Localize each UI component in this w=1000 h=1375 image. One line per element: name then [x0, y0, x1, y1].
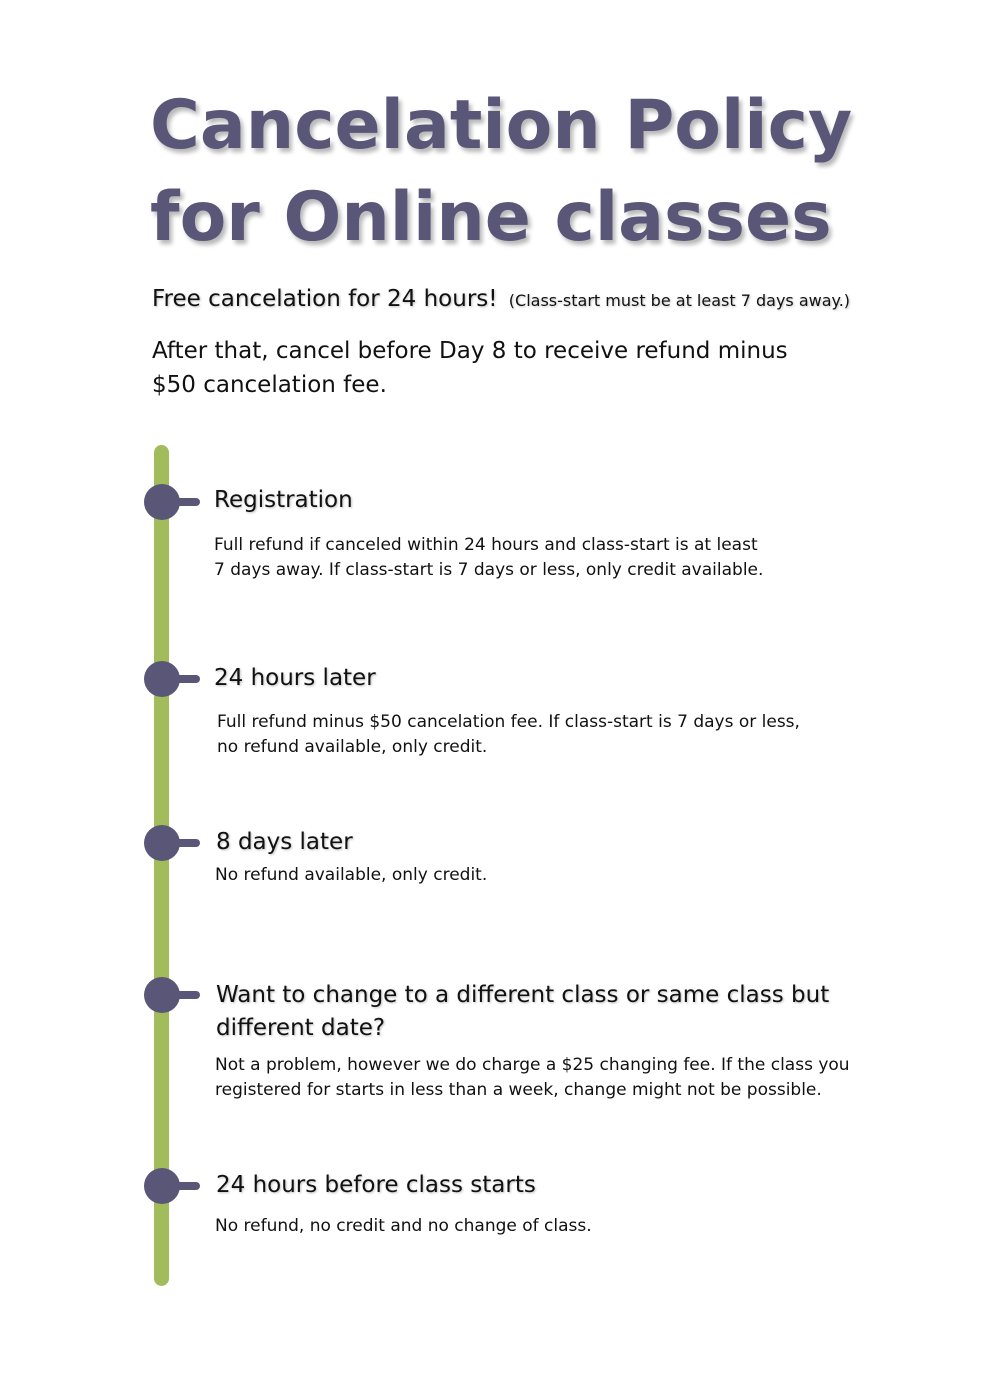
- step-heading-change-class-line-1: Want to change to a different class or same class but: [216, 982, 830, 1008]
- step-desc-8-days-later: [215, 863, 915, 888]
- step-desc-change-class-line-1: Not a problem, however we do charge a $25 changing fee. If the class you: [215, 1055, 850, 1075]
- step-desc-registration-line-1: Full refund if canceled within 24 hours and class-start is at least: [214, 535, 758, 555]
- page-title-line-1: Cancelation Policy: [150, 86, 853, 165]
- timeline-node-24-hours-before: [144, 1168, 180, 1204]
- step-desc-24-hours-before-line-1: No refund, no credit and no change of class.: [215, 1216, 592, 1236]
- step-desc-8-days-later-line-1: No refund available, only credit.: [215, 865, 488, 885]
- step-heading-change-class-line-2: different date?: [216, 1015, 386, 1041]
- timeline-node-8-days-later: [144, 825, 180, 861]
- free-cancelation-statement: [152, 284, 972, 316]
- step-desc-registration: [214, 533, 914, 583]
- free-cancelation-note: (Class-start must be at least 7 days away.): [508, 291, 851, 310]
- step-heading-24-hours-before: 24 hours before class starts: [216, 1172, 536, 1198]
- step-heading-8-days-later: 8 days later: [216, 829, 353, 855]
- step-desc-registration-line-2: 7 days away. If class-start is 7 days or less, only credit available.: [214, 560, 764, 580]
- step-desc-change-class: [215, 1053, 935, 1103]
- after-period-statement: [152, 334, 812, 402]
- step-desc-24-hours-before: [215, 1214, 915, 1239]
- after-period-line-1: After that, cancel before Day 8 to receive refund minus: [152, 338, 788, 364]
- page-title-line-2: for Online classes: [150, 178, 832, 257]
- step-desc-24-hours-later: [217, 710, 917, 760]
- free-cancelation-text: Free cancelation for 24 hours!: [152, 286, 498, 312]
- step-desc-24-hours-later-line-2: no refund available, only credit.: [217, 737, 488, 757]
- timeline-node-change-class: [144, 977, 180, 1013]
- step-desc-24-hours-later-line-1: Full refund minus $50 cancelation fee. If class-start is 7 days or less,: [217, 712, 800, 732]
- step-heading-registration: Registration: [214, 487, 353, 513]
- step-heading-change-class: [216, 979, 936, 1045]
- step-desc-change-class-line-2: registered for starts in less than a week, change might not be possible.: [215, 1080, 822, 1100]
- timeline-node-24-hours-later: [144, 661, 180, 697]
- page-title: [150, 80, 950, 264]
- timeline-line: [154, 445, 169, 1286]
- timeline-node-registration: [144, 484, 180, 520]
- step-heading-24-hours-later: 24 hours later: [214, 665, 376, 691]
- after-period-line-2: $50 cancelation fee.: [152, 372, 387, 398]
